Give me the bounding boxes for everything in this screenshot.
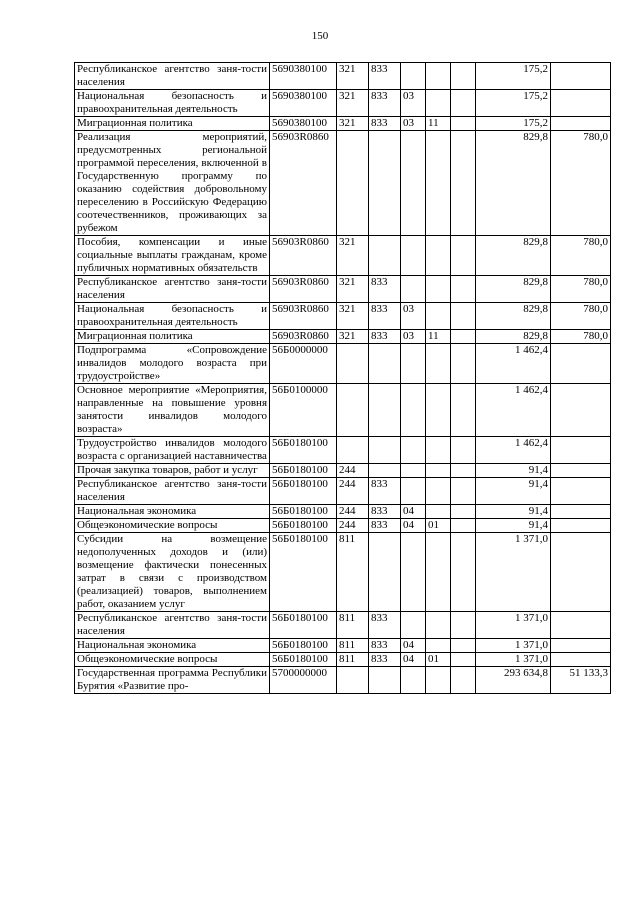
subsection-cell	[426, 384, 451, 437]
expense-type-cell: 244	[337, 464, 369, 478]
administrator-code-cell: 833	[369, 90, 401, 117]
amount-cell: 829,8	[476, 131, 551, 236]
extra-code-cell	[451, 236, 476, 276]
extra-code-cell	[451, 478, 476, 505]
administrator-code-cell: 833	[369, 117, 401, 131]
administrator-code-cell	[369, 344, 401, 384]
extra-code-cell	[451, 667, 476, 694]
federal-amount-cell: 780,0	[551, 236, 611, 276]
subsection-cell: 01	[426, 653, 451, 667]
amount-cell: 91,4	[476, 505, 551, 519]
target-code-cell: 5690380100	[270, 117, 337, 131]
subsection-cell	[426, 533, 451, 612]
expense-type-cell	[337, 344, 369, 384]
amount-cell: 829,8	[476, 303, 551, 330]
federal-amount-cell	[551, 533, 611, 612]
row-name-cell: Общеэкономические вопросы	[75, 653, 270, 667]
administrator-code-cell	[369, 236, 401, 276]
amount-cell: 91,4	[476, 464, 551, 478]
budget-table	[74, 62, 611, 694]
row-name-cell: Пособия, компенсации и иные социальные выплаты гражданам, кроме публичных нормативных обязательств	[75, 236, 270, 276]
federal-amount-cell	[551, 464, 611, 478]
target-code-cell: 56903R0860	[270, 131, 337, 236]
table-row	[75, 612, 611, 639]
subsection-cell	[426, 303, 451, 330]
federal-amount-cell	[551, 653, 611, 667]
federal-amount-cell	[551, 478, 611, 505]
federal-amount-cell: 780,0	[551, 276, 611, 303]
row-name-cell: Республиканское агентство заня-тости населения	[75, 612, 270, 639]
table-row	[75, 330, 611, 344]
section-cell	[401, 384, 426, 437]
subsection-cell	[426, 236, 451, 276]
federal-amount-cell	[551, 639, 611, 653]
row-name-cell: Национальная безопасность и правоохранительная деятельность	[75, 303, 270, 330]
section-cell	[401, 667, 426, 694]
extra-code-cell	[451, 90, 476, 117]
row-name-cell: Миграционная политика	[75, 117, 270, 131]
section-cell: 03	[401, 303, 426, 330]
federal-amount-cell	[551, 505, 611, 519]
expense-type-cell: 244	[337, 478, 369, 505]
administrator-code-cell: 833	[369, 303, 401, 330]
administrator-code-cell	[369, 437, 401, 464]
target-code-cell: 56Б0180100	[270, 478, 337, 505]
target-code-cell: 56Б0180100	[270, 533, 337, 612]
federal-amount-cell: 780,0	[551, 303, 611, 330]
table-row	[75, 667, 611, 694]
section-cell: 03	[401, 117, 426, 131]
federal-amount-cell	[551, 612, 611, 639]
federal-amount-cell	[551, 384, 611, 437]
table-row	[75, 63, 611, 90]
extra-code-cell	[451, 437, 476, 464]
administrator-code-cell: 833	[369, 330, 401, 344]
target-code-cell: 5700000000	[270, 667, 337, 694]
subsection-cell: 11	[426, 330, 451, 344]
target-code-cell: 5690380100	[270, 63, 337, 90]
section-cell	[401, 612, 426, 639]
expense-type-cell: 244	[337, 519, 369, 533]
section-cell: 03	[401, 90, 426, 117]
section-cell	[401, 276, 426, 303]
section-cell: 04	[401, 519, 426, 533]
administrator-code-cell	[369, 131, 401, 236]
expense-type-cell	[337, 384, 369, 437]
subsection-cell	[426, 276, 451, 303]
expense-type-cell: 811	[337, 653, 369, 667]
row-name-cell: Общеэкономические вопросы	[75, 519, 270, 533]
table-row	[75, 437, 611, 464]
federal-amount-cell: 780,0	[551, 131, 611, 236]
subsection-cell	[426, 437, 451, 464]
row-name-cell: Национальная безопасность и правоохранительная деятельность	[75, 90, 270, 117]
expense-type-cell	[337, 437, 369, 464]
table-row	[75, 303, 611, 330]
table-row	[75, 384, 611, 437]
subsection-cell: 01	[426, 519, 451, 533]
expense-type-cell: 321	[337, 276, 369, 303]
target-code-cell: 5690380100	[270, 90, 337, 117]
row-name-cell: Государственная программа Республики Бурятия «Развитие про-	[75, 667, 270, 694]
expense-type-cell: 321	[337, 117, 369, 131]
subsection-cell	[426, 344, 451, 384]
table-row	[75, 533, 611, 612]
federal-amount-cell	[551, 519, 611, 533]
target-code-cell: 56Б0180100	[270, 639, 337, 653]
section-cell	[401, 236, 426, 276]
amount-cell: 175,2	[476, 117, 551, 131]
federal-amount-cell	[551, 437, 611, 464]
table-row	[75, 505, 611, 519]
table-row	[75, 653, 611, 667]
row-name-cell: Основное мероприятие «Мероприятия, направленные на повышение уровня занятости инвалидов молодого возраста»	[75, 384, 270, 437]
extra-code-cell	[451, 639, 476, 653]
section-cell	[401, 63, 426, 90]
federal-amount-cell: 780,0	[551, 330, 611, 344]
expense-type-cell	[337, 667, 369, 694]
row-name-cell: Республиканское агентство заня-тости населения	[75, 276, 270, 303]
section-cell	[401, 131, 426, 236]
row-name-cell: Миграционная политика	[75, 330, 270, 344]
section-cell: 04	[401, 505, 426, 519]
federal-amount-cell	[551, 344, 611, 384]
amount-cell: 829,8	[476, 330, 551, 344]
row-name-cell: Республиканское агентство заня-тости населения	[75, 63, 270, 90]
federal-amount-cell	[551, 63, 611, 90]
extra-code-cell	[451, 117, 476, 131]
administrator-code-cell: 833	[369, 653, 401, 667]
extra-code-cell	[451, 344, 476, 384]
administrator-code-cell	[369, 667, 401, 694]
amount-cell: 293 634,8	[476, 667, 551, 694]
row-name-cell: Субсидии на возмещение недополученных доходов и (или) возмещение фактически понесенных затрат в связи с производством (реализацией) товаров, выполнением работ, оказанием услуг	[75, 533, 270, 612]
expense-type-cell: 321	[337, 236, 369, 276]
extra-code-cell	[451, 131, 476, 236]
target-code-cell: 56Б0000000	[270, 344, 337, 384]
amount-cell: 1 371,0	[476, 653, 551, 667]
administrator-code-cell	[369, 384, 401, 437]
target-code-cell: 56Б0180100	[270, 437, 337, 464]
target-code-cell: 56Б0100000	[270, 384, 337, 437]
expense-type-cell: 811	[337, 612, 369, 639]
amount-cell: 1 462,4	[476, 384, 551, 437]
extra-code-cell	[451, 63, 476, 90]
section-cell: 04	[401, 653, 426, 667]
target-code-cell: 56Б0180100	[270, 505, 337, 519]
extra-code-cell	[451, 612, 476, 639]
target-code-cell: 56Б0180100	[270, 464, 337, 478]
administrator-code-cell: 833	[369, 276, 401, 303]
amount-cell: 1 371,0	[476, 612, 551, 639]
administrator-code-cell: 833	[369, 612, 401, 639]
row-name-cell: Трудоустройство инвалидов молодого возраста с организацией наставничества	[75, 437, 270, 464]
subsection-cell	[426, 639, 451, 653]
administrator-code-cell: 833	[369, 519, 401, 533]
amount-cell: 175,2	[476, 63, 551, 90]
target-code-cell: 56903R0860	[270, 276, 337, 303]
extra-code-cell	[451, 533, 476, 612]
expense-type-cell: 321	[337, 330, 369, 344]
target-code-cell: 56Б0180100	[270, 653, 337, 667]
table-row	[75, 478, 611, 505]
subsection-cell	[426, 505, 451, 519]
table-row	[75, 117, 611, 131]
section-cell	[401, 344, 426, 384]
target-code-cell: 56Б0180100	[270, 612, 337, 639]
table-row	[75, 131, 611, 236]
table-row	[75, 276, 611, 303]
administrator-code-cell	[369, 464, 401, 478]
row-name-cell: Прочая закупка товаров, работ и услуг	[75, 464, 270, 478]
extra-code-cell	[451, 276, 476, 303]
federal-amount-cell	[551, 117, 611, 131]
extra-code-cell	[451, 653, 476, 667]
target-code-cell: 56903R0860	[270, 236, 337, 276]
amount-cell: 91,4	[476, 519, 551, 533]
amount-cell: 175,2	[476, 90, 551, 117]
subsection-cell	[426, 90, 451, 117]
expense-type-cell	[337, 131, 369, 236]
expense-type-cell: 811	[337, 639, 369, 653]
subsection-cell	[426, 612, 451, 639]
target-code-cell: 56903R0860	[270, 330, 337, 344]
extra-code-cell	[451, 464, 476, 478]
table-row	[75, 236, 611, 276]
row-name-cell: Республиканское агентство заня-тости населения	[75, 478, 270, 505]
row-name-cell: Реализация мероприятий, предусмотренных региональной программой переселения, включенной в Государственную программу по оказанию содействия добровольному переселению в Российскую Федерацию соотечественников, проживающих за рубежом	[75, 131, 270, 236]
extra-code-cell	[451, 519, 476, 533]
table-row	[75, 519, 611, 533]
administrator-code-cell: 833	[369, 505, 401, 519]
expense-type-cell: 321	[337, 303, 369, 330]
expense-type-cell: 811	[337, 533, 369, 612]
target-code-cell: 56903R0860	[270, 303, 337, 330]
amount-cell: 829,8	[476, 276, 551, 303]
section-cell: 03	[401, 330, 426, 344]
section-cell	[401, 533, 426, 612]
amount-cell: 1 462,4	[476, 437, 551, 464]
expense-type-cell: 321	[337, 90, 369, 117]
extra-code-cell	[451, 330, 476, 344]
extra-code-cell	[451, 303, 476, 330]
section-cell	[401, 464, 426, 478]
subsection-cell	[426, 63, 451, 90]
amount-cell: 1 371,0	[476, 533, 551, 612]
expense-type-cell: 321	[337, 63, 369, 90]
row-name-cell: Национальная экономика	[75, 639, 270, 653]
section-cell	[401, 478, 426, 505]
subsection-cell: 11	[426, 117, 451, 131]
table-row	[75, 639, 611, 653]
subsection-cell	[426, 478, 451, 505]
row-name-cell: Подпрограмма «Сопровождение инвалидов молодого возраста при трудоустройстве»	[75, 344, 270, 384]
subsection-cell	[426, 131, 451, 236]
extra-code-cell	[451, 384, 476, 437]
federal-amount-cell: 51 133,3	[551, 667, 611, 694]
table-body	[75, 63, 611, 694]
row-name-cell: Национальная экономика	[75, 505, 270, 519]
administrator-code-cell: 833	[369, 639, 401, 653]
section-cell	[401, 437, 426, 464]
section-cell: 04	[401, 639, 426, 653]
administrator-code-cell: 833	[369, 63, 401, 90]
table-row	[75, 344, 611, 384]
page-number: 150	[311, 30, 329, 42]
subsection-cell	[426, 464, 451, 478]
table-row	[75, 90, 611, 117]
subsection-cell	[426, 667, 451, 694]
target-code-cell: 56Б0180100	[270, 519, 337, 533]
expense-type-cell: 244	[337, 505, 369, 519]
federal-amount-cell	[551, 90, 611, 117]
administrator-code-cell	[369, 533, 401, 612]
amount-cell: 91,4	[476, 478, 551, 505]
amount-cell: 1 371,0	[476, 639, 551, 653]
amount-cell: 829,8	[476, 236, 551, 276]
administrator-code-cell: 833	[369, 478, 401, 505]
table-row	[75, 464, 611, 478]
amount-cell: 1 462,4	[476, 344, 551, 384]
extra-code-cell	[451, 505, 476, 519]
